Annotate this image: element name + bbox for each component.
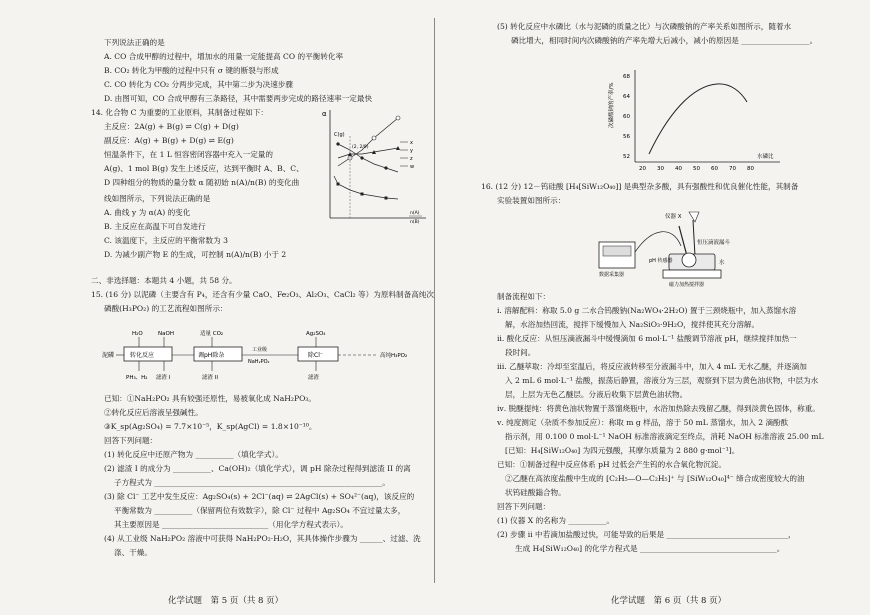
text-line: C. 该温度下，主反应的平衡常数为 3 — [104, 236, 228, 245]
svg-text:30: 30 — [657, 166, 664, 172]
apparatus-water: 水 — [719, 260, 725, 266]
text-line: 涤、干燥。 — [114, 548, 152, 557]
svg-text:68: 68 — [623, 74, 630, 80]
apparatus-stirrer-base — [663, 270, 721, 278]
svg-text:50: 50 — [693, 166, 700, 172]
flow-mid-label-1: 工业级 — [252, 347, 268, 353]
apparatus-cable — [635, 232, 681, 252]
apparatus-funnel: 恒压滴液漏斗 — [697, 240, 731, 246]
svg-text:60: 60 — [623, 114, 630, 120]
text-line: 平衡常数为 __________（保留两位有效数字），除 Cl⁻ 过程中 Ag₂SO₄ 不宜过量太多， — [114, 506, 406, 515]
flow-outputs — [126, 373, 320, 381]
text-line: 层，上层为无色乙醚层。分液后收集下层黄色油状物。 — [505, 390, 688, 399]
apparatus-funnel-body — [689, 212, 699, 222]
text-line: A. 曲线 y 为 α(A) 的变化 — [104, 208, 191, 217]
text-line: 指示剂，用 0.100 0 mol·L⁻¹ NaOH 标准溶液滴定至终点，消耗 NaOH 标准溶液 25.00 mL — [505, 432, 824, 441]
text-line: 制备流程如下： — [497, 292, 551, 301]
apparatus-instrument-x: 仪器 X — [665, 214, 682, 220]
flow-input-ag2so4: Ag₂SO₄ — [306, 331, 326, 337]
text-line: A(g)、1 mol B(g) 发生上述反应，达到平衡时 A、B、C、 — [104, 164, 304, 173]
text-line: ②乙醚在高浓度盐酸中生成的 [C₂H₅—O—C₂H₅]⁺ 与 [SiW₁₂O₄₀]⁴⁻ 缔合成密度较大的油 — [505, 474, 805, 483]
text-line: 已知：①NaH₂PO₂ 具有较强还原性，易被氧化成 NaH₂PO₃。 — [104, 394, 316, 403]
apparatus-funnel-stem — [693, 220, 695, 256]
text-line: 入 2 mL 6 mol·L⁻¹ 盐酸，振荡后静置，溶液分为三层，观察到下层为黄色油状物，中层为水 — [505, 376, 819, 385]
text-line: (2) 滤渣 I 的成分为 __________、Ca(OH)₂（填化学式），调 pH 除杂过程得到滤渣 II 的离 — [104, 464, 411, 473]
text-line: ③K_sp(Ag₂SO₄) = 7.7×10⁻⁵，K_sp(AgCl) = 1.8×10⁻¹⁰。 — [104, 422, 317, 431]
apparatus-flask — [682, 253, 696, 267]
svg-text:70: 70 — [729, 166, 736, 172]
text-line: ⅰ. 溶解配料：称取 5.0 g 二水合钨酸钠(Na₂WO₄·2H₂O) 置于三颈烧瓶中，加入蒸馏水溶 — [497, 306, 797, 315]
q14-legend-z: z — [410, 156, 413, 162]
svg-text:64: 64 — [623, 94, 630, 100]
text-line: C. CO 转化为 CO₂ 分两步完成，其中第二步为决速步骤 — [104, 80, 294, 89]
text-line: 16. (12 分) 12－钨硅酸 [H₄[SiW₁₂O₄₀]] 是典型杂多酸，具有强酸性和优良催化性能，其制备 — [481, 182, 799, 191]
text-line: 副反应：A(g) + B(g) + D(g) ⇌ E(g) — [104, 136, 234, 145]
text-line: (5) 转化反应中水磷比（水与泥磷的质量之比）与次磷酸钠的产率关系如图所示，随着水 — [497, 22, 792, 31]
q14-ylabel: α — [322, 110, 327, 118]
text-line: D. 由图可知，CO 合成甲醇有三条路径，其中需要两步完成的路径速率一定最快 — [104, 94, 373, 103]
text-line: 磷酸(H₃PO₂) 的工艺流程如图所示： — [104, 304, 228, 313]
apparatus-condenser — [679, 226, 687, 256]
page-footer-left: 化学试题 第 5 页（共 8 页） — [168, 596, 284, 606]
flow-box-2-label: 调pH除杂 — [198, 352, 225, 359]
flow-input-co2: 适量 CO₂ — [200, 331, 224, 337]
q15-flowchart — [102, 327, 422, 385]
flow-box-3-label: 除Cl⁻ — [308, 352, 324, 359]
text-line: ⅲ. 乙醚萃取：冷却至室温后，将反应液转移至分液漏斗中，加入 4 mL 无水乙醚，并逐滴加 — [497, 362, 807, 371]
q14-xlabel-den: n(B) — [410, 220, 420, 225]
text-line: 其主要原因是 ____________________________（用化学方程式表示）。 — [114, 520, 349, 529]
text-line: A. CO 合成甲醇的过程中，增加水的用量一定能提高 CO 的平衡转化率 — [104, 52, 344, 61]
apparatus-probe: pH 传感器 — [649, 258, 673, 264]
apparatus-logger-screen — [603, 246, 631, 256]
flow-feed: 泥磷 — [102, 352, 115, 359]
text-line: B. CO₂ 转化为甲酸的过程中只有 σ 键的断裂与形成 — [104, 66, 279, 75]
yield-yticks — [623, 74, 630, 160]
yield-chart-xlabel: 水磷比 — [757, 154, 774, 160]
text-line: 下列说法正确的是 — [104, 38, 165, 47]
text-line: (4) 从工业级 NaH₂PO₂ 溶液中可获得 NaH₂PO₂·H₂O，其具体操作步骤为 ______、过滤、洗 — [104, 534, 421, 543]
q14-xlabel-num: n(A) — [410, 211, 420, 216]
yield-xticks — [639, 166, 754, 172]
apparatus-stirrer: 磁力加热搅拌器 — [669, 282, 705, 288]
text-line: ⅳ. 脱醚提纯：将黄色油状物置于蒸馏烧瓶中，水浴加热除去残留乙醚，得到淡黄色固体，称重。 — [497, 404, 820, 413]
flow-product: 高纯H₃PO₂ — [380, 353, 408, 359]
yield-curve — [649, 84, 747, 154]
q14-legend-w: w — [410, 164, 415, 170]
text-line: D. 为减少副产物 E 的生成，可控制 n(A)/n(B) 小于 2 — [104, 250, 287, 259]
page-footer-right: 化学试题 第 6 页（共 8 页） — [611, 596, 727, 606]
flow-input-water: H₂O — [132, 331, 143, 337]
text-line: ⅱ. 酸化反应：从恒压滴液漏斗中缓慢滴加 6 mol·L⁻¹ 盐酸调节溶液 pH，继续搅拌加热一 — [497, 334, 797, 343]
text-line: D 四种组分的物质的量分数 α 随初始 n(A)/n(B) 的变化曲 — [104, 178, 300, 187]
text-line: 二、非选择题：本题共 4 小题，共 58 分。 — [91, 276, 237, 285]
text-line: (1) 转化反应中还原产物为 __________（填化学式）。 — [104, 450, 283, 459]
q14-legend-y: y — [410, 148, 413, 154]
text-line: 主反应：2A(g) + B(g) ⇌ C(g) + D(g) — [104, 122, 239, 131]
flow-box-1-label: 转化反应 — [130, 352, 155, 359]
text-line: 15. (16 分) 以泥磷（主要含有 P₄，还含有少量 CaO、Fe₂O₃、Al₂O₃、CaCl₂ 等）为原料制备高纯次 — [91, 290, 434, 299]
right-page — [435, 0, 870, 615]
svg-text:56: 56 — [623, 134, 630, 140]
q14-graph — [318, 106, 430, 230]
apparatus-diagram — [593, 206, 773, 288]
yield-chart-ylabel: 次磷酸钠的产率/% — [609, 82, 615, 128]
text-line: 生成 H₄[SiW₁₂O₄₀] 的化学方程式是 ____________________________________。 — [515, 544, 785, 553]
text-line: 线如图所示，下列说法正确的是 — [104, 194, 211, 203]
flow-output-residue-1: 滤渣 I — [156, 375, 171, 381]
q14-curve-x — [338, 118, 398, 166]
q14-curve-w — [334, 176, 398, 199]
text-line: 14. 化合物 C 为重要的工业原料，其制备过程如下： — [91, 108, 269, 117]
apparatus-logger: 数据采集器 — [599, 272, 625, 278]
text-line: (1) 仪器 X 的名称为 __________。 — [497, 516, 614, 525]
flow-inputs — [132, 329, 326, 337]
svg-text:20: 20 — [639, 166, 646, 172]
svg-text:60: 60 — [711, 166, 718, 172]
svg-text:40: 40 — [675, 166, 682, 172]
q14-point-c: C(g) — [334, 132, 345, 138]
text-line: 段时间。 — [505, 348, 536, 357]
text-line: 已知：①制备过程中反应体系 pH 过低会产生钨的水合氧化物沉淀。 — [497, 460, 726, 469]
text-line: [已知：H₄[SiW₁₂O₄₀] 为四元强酸，其摩尔质量为 2 880 g·mol⁻¹]。 — [505, 446, 740, 455]
text-line: 回答下列问题： — [104, 436, 158, 445]
text-line: (3) 除 Cl⁻ 工艺中发生反应：Ag₂SO₄(s) + 2Cl⁻(aq) ⇌ 2AgCl(s) + SO₄²⁻(aq)，该反应的 — [104, 492, 415, 501]
text-line: 磷比增大，相同时间内次磷酸钠的产率先增大后减小，减小的原因是 __________________。 — [511, 36, 818, 45]
text-line: 恒温条件下，在 1 L 恒容密闭容器中充入一定量的 — [104, 150, 273, 159]
text-line: 回答下列问题： — [497, 502, 551, 511]
q14-legend — [400, 140, 414, 170]
flow-output-residue-2: 滤渣 II — [202, 375, 218, 381]
text-line: 实验装置如图所示： — [497, 196, 566, 205]
text-line: B. 主反应在高温下可自发进行 — [104, 222, 206, 231]
flow-output-residue-3: 滤渣 — [308, 375, 320, 381]
text-line: 解，水浴加热回流，搅拌下缓慢加入 Na₂SiO₃·9H₂O，搅拌使其充分溶解。 — [505, 320, 760, 329]
svg-text:52: 52 — [623, 154, 630, 160]
text-line: 子方程式为 ____________________________________________________________。 — [114, 478, 390, 487]
yield-chart — [605, 66, 805, 176]
text-line: 状钨硅酸鎓合物。 — [505, 488, 566, 497]
flow-output-gas: PH₃、H₂ — [126, 375, 148, 381]
svg-text:80: 80 — [747, 166, 754, 172]
text-line: ②转化反应后溶液呈强碱性。 — [104, 408, 203, 417]
q14-point-mid: (2, 2/9) — [352, 145, 369, 150]
text-line: (2) 步骤 ⅱ 中若滴加盐酸过快，可能导致的后果是 ________________________________， — [497, 530, 796, 539]
q14-legend-x: x — [410, 140, 413, 146]
flow-input-naoh: NaOH — [158, 331, 174, 337]
text-line: ⅴ. 纯度测定（杂质不参加反应）：称取 m g 样品，溶于 50 mL 蒸馏水，加入 2 滴酚酞 — [497, 418, 789, 427]
flow-mid-label-2: NaH₂PO₂ — [248, 359, 270, 365]
